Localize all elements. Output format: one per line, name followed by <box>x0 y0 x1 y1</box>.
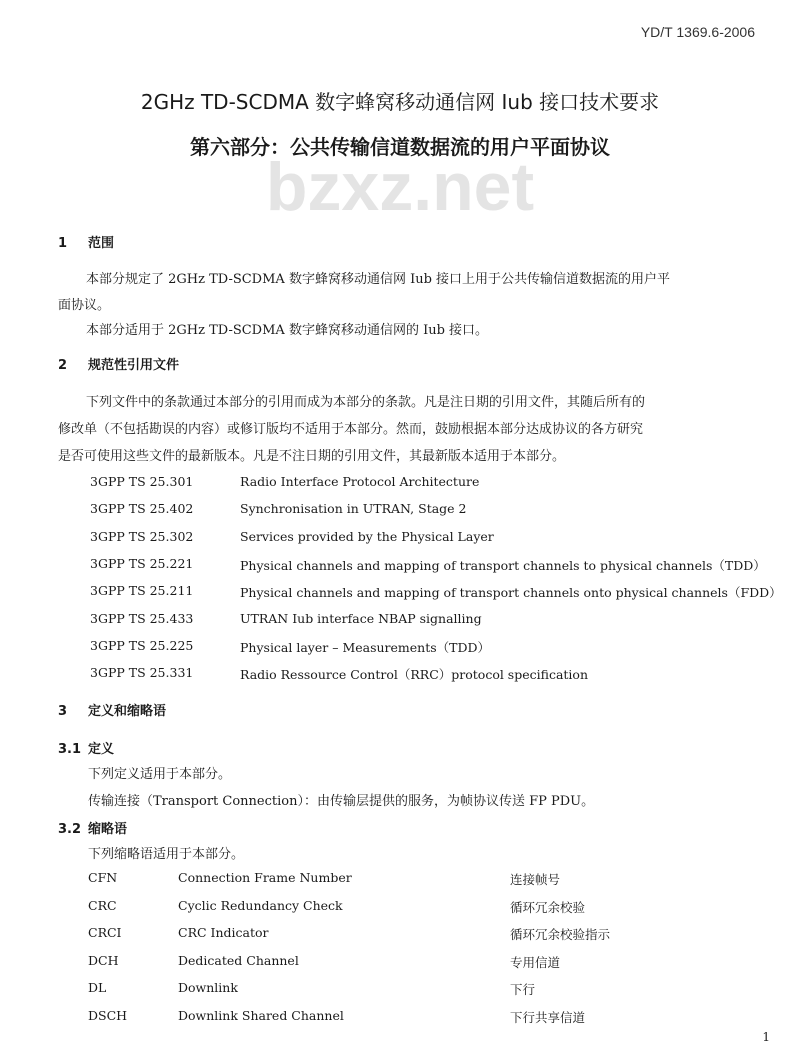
reference-id: 3GPP TS 25.331 <box>90 665 194 681</box>
section-1-heading <box>58 232 114 251</box>
abbreviation-english: Dedicated Channel <box>178 952 299 968</box>
abbreviation-chinese: 下行 <box>510 982 536 997</box>
reference-title: Physical channels and mapping of transport channels onto physical channels（FDD） <box>240 585 782 601</box>
reference-title: UTRAN Iub interface NBAP signalling <box>240 610 482 626</box>
paragraph: 下列缩略语适用于本部分。 <box>88 847 245 862</box>
reference-title: Physical channels and mapping of transport channels to physical channels（TDD） <box>240 557 766 573</box>
abbreviation-english: CRC Indicator <box>178 925 269 940</box>
reference-id: 3GPP TS 25.225 <box>90 637 194 653</box>
abbreviation-chinese: 循环冗余校验指示 <box>510 927 611 942</box>
reference-id: 3GPP TS 25.302 <box>90 528 194 544</box>
section-2-heading <box>58 354 179 373</box>
page-number: 1 <box>762 1030 770 1044</box>
abbreviation: CRC <box>88 897 117 913</box>
standard-number: YD/T 1369.6-2006 <box>640 24 755 40</box>
paragraph: 本部分适用于 2GHz TD-SCDMA 数字蜂窝移动通信网的 Iub 接口。 <box>86 323 489 338</box>
section-title: 缩略语 <box>88 822 128 837</box>
document-title: 2GHz TD-SCDMA 数字蜂窝移动通信网 Iub 接口技术要求 <box>140 90 660 114</box>
abbreviation-chinese: 下行共享信道 <box>510 1009 586 1025</box>
section-title: 范围 <box>88 236 115 251</box>
abbreviation-chinese: 循环冗余校验 <box>510 899 586 915</box>
definition: 传输连接（Transport Connection）：由传输层提供的服务，为帧协议传送 FP PDU。 <box>88 794 595 809</box>
reference-id: 3GPP TS 25.221 <box>90 555 194 571</box>
watermark: bzxz.net <box>265 149 535 225</box>
section-number: 2 <box>58 358 68 373</box>
reference-title: Synchronisation in UTRAN, Stage 2 <box>240 501 467 517</box>
reference-title: Radio Interface Protocol Architecture <box>240 474 480 489</box>
abbreviation-english: Downlink <box>178 980 238 995</box>
paragraph: 下列文件中的条款通过本部分的引用而成为本部分的条款。凡是注日期的引用文件，其随后所有的 <box>86 395 646 410</box>
abbreviation-chinese: 专用信道 <box>510 954 561 970</box>
abbreviation-english: Cyclic Redundancy Check <box>178 897 343 913</box>
paragraph: 修改单（不包括勘误的内容）或修订版均不适用于本部分。然而，鼓励根据本部分达成协议的各方研究 <box>58 422 644 437</box>
paragraph: 是否可使用这些文件的最新版本。凡是不注日期的引用文件，其最新版本适用于本部分。 <box>58 449 566 464</box>
reference-title: Services provided by the Physical Layer <box>240 528 494 544</box>
section-number: 3 <box>58 704 68 719</box>
reference-title: Radio Ressource Control（RRC）protocol specification <box>240 667 589 683</box>
section-number: 3.2 <box>58 822 82 837</box>
reference-id: 3GPP TS 25.402 <box>90 501 194 517</box>
reference-id: 3GPP TS 25.301 <box>90 474 194 489</box>
reference-id: 3GPP TS 25.433 <box>90 610 194 626</box>
abbreviation-english: Downlink Shared Channel <box>178 1007 344 1023</box>
document-subtitle: 第六部分：公共传输信道数据流的用户平面协议 <box>190 135 610 159</box>
section-title: 定义 <box>88 742 115 757</box>
abbreviation-chinese: 连接帧号 <box>510 872 561 887</box>
abbreviation: DSCH <box>88 1007 128 1023</box>
section-3-1-heading <box>58 738 114 757</box>
abbreviation: DCH <box>88 952 119 968</box>
section-3-2-heading <box>58 818 127 837</box>
abbreviation: CFN <box>88 870 118 885</box>
section-title: 规范性引用文件 <box>88 358 180 373</box>
paragraph: 本部分规定了 2GHz TD-SCDMA 数字蜂窝移动通信网 Iub 接口上用于公共传输信道数据流的用户平 <box>86 272 671 287</box>
abbreviation: DL <box>88 980 107 995</box>
section-number: 3.1 <box>58 742 82 757</box>
paragraph: 下列定义适用于本部分。 <box>88 767 232 782</box>
section-number: 1 <box>58 236 68 251</box>
abbreviation: CRCI <box>88 925 122 940</box>
section-3-heading <box>58 700 166 719</box>
reference-id: 3GPP TS 25.211 <box>90 583 194 599</box>
abbreviation-english: Connection Frame Number <box>178 870 352 885</box>
paragraph: 面协议。 <box>58 298 111 313</box>
section-title: 定义和缩略语 <box>88 704 167 719</box>
reference-title: Physical layer – Measurements（TDD） <box>240 639 491 655</box>
